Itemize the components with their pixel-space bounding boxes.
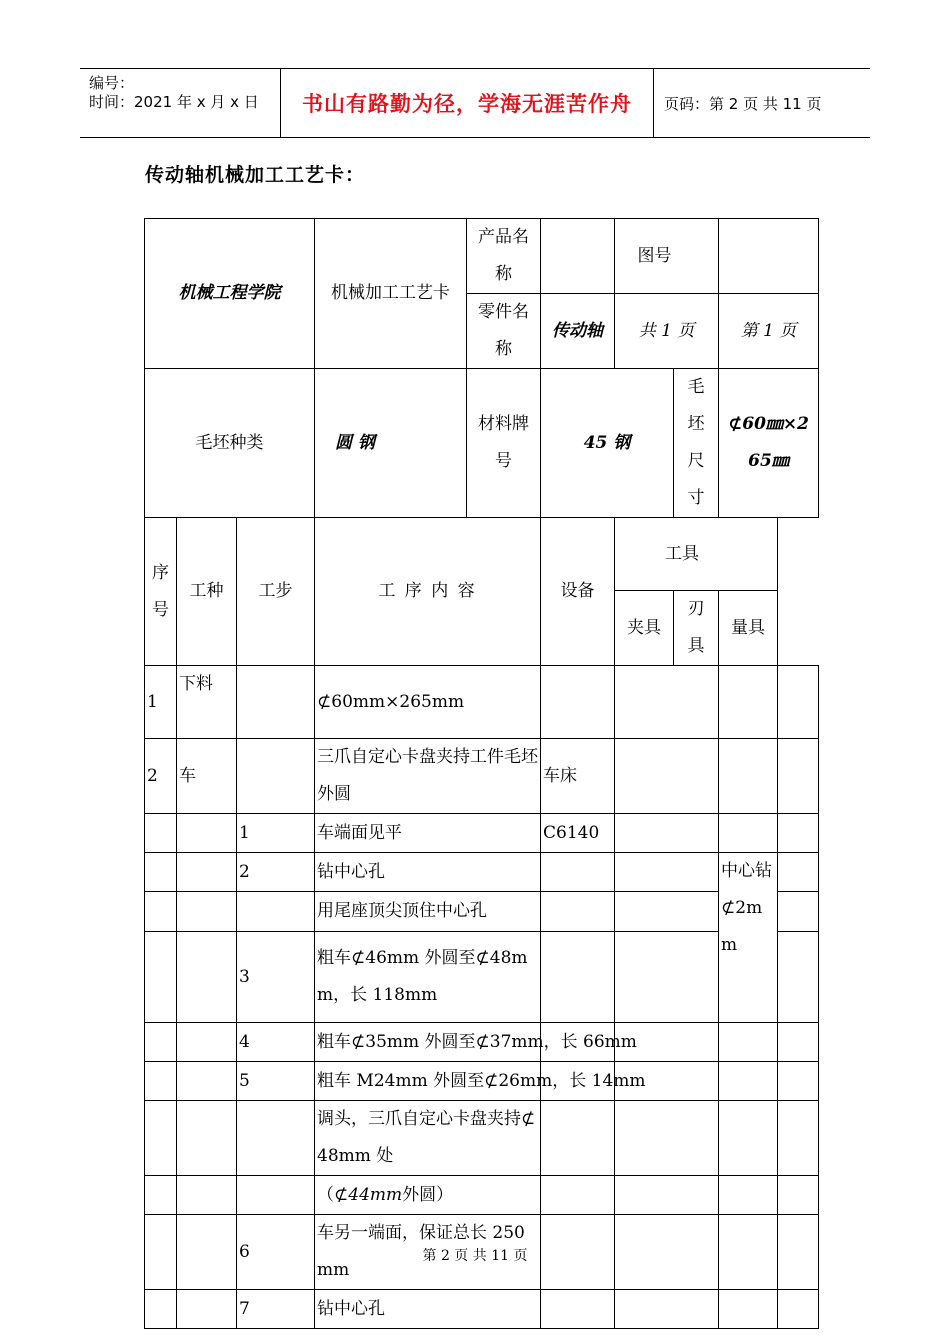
row-11-content: 车另一端面，保证总长 250 mm <box>315 1215 541 1290</box>
institute-cell: 机械工程学院 <box>145 219 315 369</box>
drawing-no-label: 图号 <box>615 219 719 294</box>
row-3-step: 1 <box>237 814 315 853</box>
row-7-step: 4 <box>237 1023 315 1062</box>
row-2-step <box>237 739 315 814</box>
part-name-label: 零件名称 <box>467 294 541 369</box>
col-gauge: 量具 <box>719 591 778 666</box>
row-1-step <box>237 666 315 739</box>
row-8-step: 5 <box>237 1062 315 1101</box>
center-drill-cutter: 中心钻 ⊄2mm <box>719 853 778 1023</box>
row-1-type: 下料 <box>177 666 237 739</box>
row-7-content: 粗车⊄35mm 外圆至⊄37mm，长 66mm <box>315 1023 541 1062</box>
row-11-step: 6 <box>237 1215 315 1290</box>
row-1-content: ⊄60mm×265mm <box>315 666 541 739</box>
row-2-seq: 2 <box>145 739 177 814</box>
row-2-equip: 车床 <box>541 739 615 814</box>
blank-size-value: ⊄60㎜×265㎜ <box>719 369 819 518</box>
col-work-type: 工种 <box>177 518 237 666</box>
card-name-cell: 机械加工工艺卡 <box>315 219 467 369</box>
page-footer: 第 2 页 共 11 页 <box>422 1248 528 1264</box>
blank-size-label: 毛坯尺寸 <box>674 369 719 518</box>
col-content: 工 序 内 容 <box>315 518 541 666</box>
page-info: 页码：第 2 页 共 11 页 <box>664 94 822 113</box>
drawing-no-value <box>719 219 819 294</box>
row-10-suffix: 外圆） <box>402 1184 454 1205</box>
document-title: 传动轴机械加工工艺卡： <box>145 164 366 186</box>
total-pages-cell: 共 1 页 <box>615 294 719 369</box>
this-page-cell: 第 1 页 <box>719 294 819 369</box>
product-name-label: 产品名称 <box>467 219 541 294</box>
row-4-step: 2 <box>237 853 315 892</box>
row-2-type: 车 <box>177 739 237 814</box>
col-fixture: 夹具 <box>615 591 674 666</box>
col-tools: 工具 <box>615 518 778 591</box>
row-9-content: 调头，三爪自定心卡盘夹持⊄48mm 处 <box>315 1101 541 1176</box>
col-equipment: 设备 <box>541 518 615 666</box>
row-12-step: 7 <box>237 1290 315 1329</box>
part-name-value: 传动轴 <box>541 294 615 369</box>
row-3-content: 车端面见平 <box>315 814 541 853</box>
row-6-content: 粗车⊄46mm 外圆至⊄48mm，长 118mm <box>315 932 541 1023</box>
blank-type-label: 毛坯种类 <box>145 369 315 518</box>
row-5-content: 用尾座顶尖顶住中心孔 <box>315 892 541 932</box>
col-cutter: 刃具 <box>674 591 719 666</box>
row-10-italic: ⊄44mm <box>334 1184 403 1205</box>
serial-label: 编号： <box>89 74 135 92</box>
product-name-value <box>541 219 615 294</box>
row-10-prefix: （ <box>317 1184 335 1205</box>
material-value: 45 钢 <box>541 369 674 518</box>
col-seq: 序号 <box>145 518 177 666</box>
blank-type-value: 圆 钢 <box>315 369 467 518</box>
row-10-content <box>315 1176 541 1215</box>
row-1-seq: 1 <box>145 666 177 739</box>
motto: 书山有路勤为径，学海无涯苦作舟 <box>281 69 654 137</box>
page-header <box>80 68 870 138</box>
row-12-content: 钻中心孔 <box>315 1290 541 1329</box>
col-step: 工步 <box>237 518 315 666</box>
row-3-equip: C6140 <box>541 814 615 853</box>
row-2-content: 三爪自定心卡盘夹持工件毛坯外圆 <box>315 739 541 814</box>
row-4-content: 钻中心孔 <box>315 853 541 892</box>
header-meta <box>80 69 281 137</box>
process-card-table <box>144 218 819 1329</box>
row-6-step: 3 <box>237 932 315 1023</box>
time-label: 时间：2021 年 x 月 x 日 <box>89 93 259 111</box>
material-label: 材料牌号 <box>467 369 541 518</box>
row-1-equip <box>541 666 615 739</box>
row-8-content: 粗车 M24mm 外圆至⊄26mm，长 14mm <box>315 1062 541 1101</box>
